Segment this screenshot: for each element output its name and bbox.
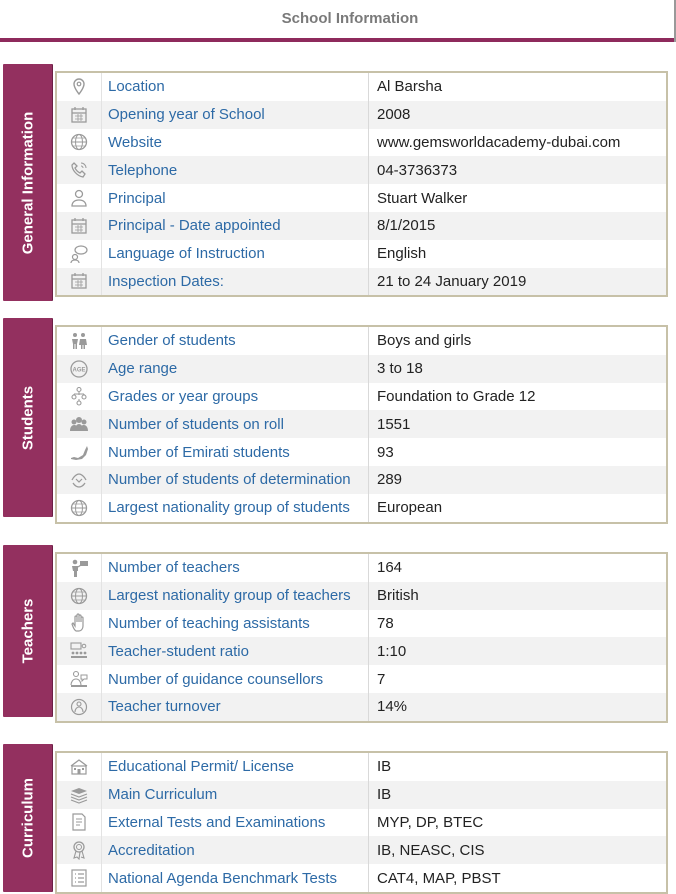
row-label: Language of Instruction (102, 240, 369, 268)
uae-map-icon (57, 438, 102, 466)
row-value: European (377, 499, 443, 517)
row-label: Principal - Date appointed (102, 212, 369, 240)
row-label: Accreditation (102, 836, 369, 864)
document-icon (57, 809, 102, 837)
section-title: Students (19, 385, 36, 450)
person-icon (57, 184, 102, 212)
table-row (57, 129, 666, 157)
section-tab (3, 744, 52, 892)
row-value: 04-3736373 (377, 161, 458, 179)
table-row (57, 268, 666, 296)
section-tab (3, 318, 52, 517)
row-value: Al Barsha (377, 78, 443, 96)
row-value: 7 (377, 670, 386, 688)
table-row (57, 610, 666, 638)
info-table (55, 552, 668, 723)
row-value: 14% (377, 698, 408, 716)
row-value: 78 (377, 614, 394, 632)
row-label: Telephone (102, 156, 369, 184)
calendar-icon (57, 268, 102, 296)
row-value: 164 (377, 559, 403, 577)
row-value: Foundation to Grade 12 (377, 387, 536, 405)
row-label: Largest nationality group of students (102, 494, 369, 522)
row-label: Number of guidance counsellors (102, 665, 369, 693)
globe-icon (57, 582, 102, 610)
row-value: www.gemsworldacademy-dubai.com (377, 133, 621, 151)
row-value: 3 to 18 (377, 360, 423, 378)
row-value: 1:10 (377, 642, 407, 660)
school-building-icon (57, 753, 102, 781)
table-row (57, 665, 666, 693)
table-row (57, 101, 666, 129)
classroom-icon (57, 637, 102, 665)
table-row (57, 383, 666, 411)
row-value: CAT4, MAP, PBST (377, 869, 501, 887)
section-title: Curriculum (19, 777, 36, 859)
table-row (57, 637, 666, 665)
row-value: 8/1/2015 (377, 217, 436, 235)
hierarchy-icon (57, 383, 102, 411)
table-row (57, 494, 666, 522)
table-row (57, 466, 666, 494)
row-value: IB, NEASC, CIS (377, 841, 485, 859)
speech-icon (57, 240, 102, 268)
row-value: 2008 (377, 106, 411, 124)
row-label: Teacher turnover (102, 693, 369, 721)
books-icon (57, 781, 102, 809)
table-row (57, 781, 666, 809)
section-title: Teachers (19, 598, 36, 664)
section-tab (3, 545, 52, 717)
row-label: Teacher-student ratio (102, 637, 369, 665)
table-row (57, 240, 666, 268)
teacher-icon (57, 554, 102, 582)
title-divider (0, 38, 676, 42)
row-value: IB (377, 758, 392, 776)
row-value: British (377, 587, 419, 605)
calendar-icon (57, 101, 102, 129)
info-table (55, 71, 668, 297)
row-value: 21 to 24 January 2019 (377, 272, 527, 290)
table-row (57, 212, 666, 240)
globe-icon (57, 494, 102, 522)
row-label: External Tests and Examinations (102, 809, 369, 837)
table-row (57, 693, 666, 721)
checklist-icon (57, 864, 102, 892)
row-label: Website (102, 129, 369, 157)
table-row (57, 355, 666, 383)
row-label: Educational Permit/ License (102, 753, 369, 781)
row-value: Boys and girls (377, 332, 472, 350)
section-title: General Information (19, 111, 36, 254)
table-row (57, 184, 666, 212)
table-row (57, 438, 666, 466)
table-row (57, 156, 666, 184)
row-label: Number of Emirati students (102, 438, 369, 466)
table-row (57, 327, 666, 355)
age-icon (57, 355, 102, 383)
hands-icon (57, 466, 102, 494)
table-row (57, 836, 666, 864)
table-row (57, 410, 666, 438)
row-value: IB (377, 786, 392, 804)
table-row (57, 73, 666, 101)
row-label: Grades or year groups (102, 383, 369, 411)
row-label: Age range (102, 355, 369, 383)
row-label: Inspection Dates: (102, 268, 369, 296)
row-label: Number of teaching assistants (102, 610, 369, 638)
row-value: English (377, 245, 427, 263)
hand-icon (57, 610, 102, 638)
row-value: MYP, DP, BTEC (377, 813, 484, 831)
row-label: Gender of students (102, 327, 369, 355)
table-row (57, 809, 666, 837)
row-label: Number of teachers (102, 554, 369, 582)
globe-icon (57, 129, 102, 157)
table-row (57, 554, 666, 582)
row-value: 1551 (377, 415, 411, 433)
row-label: Main Curriculum (102, 781, 369, 809)
group-icon (57, 410, 102, 438)
svg-text:AGE: AGE (72, 367, 86, 374)
row-label: Number of students on roll (102, 410, 369, 438)
table-row (57, 582, 666, 610)
counsellor-icon (57, 665, 102, 693)
turnover-icon (57, 693, 102, 721)
row-value: 93 (377, 443, 394, 461)
table-row (57, 864, 666, 892)
row-label: Principal (102, 184, 369, 212)
info-table (55, 751, 668, 894)
page-title: School Information (281, 10, 419, 27)
row-label: Largest nationality group of teachers (102, 582, 369, 610)
section-tab (3, 64, 52, 301)
row-value: 289 (377, 471, 403, 489)
gender-icon (57, 327, 102, 355)
info-table (55, 325, 668, 524)
row-label: Opening year of School (102, 101, 369, 129)
row-label: National Agenda Benchmark Tests (102, 864, 369, 892)
award-icon (57, 836, 102, 864)
calendar-icon (57, 212, 102, 240)
phone-icon (57, 156, 102, 184)
location-pin-icon (57, 73, 102, 101)
table-row (57, 753, 666, 781)
row-label: Location (102, 73, 369, 101)
row-value: Stuart Walker (377, 189, 468, 207)
row-label: Number of students of determination (102, 466, 369, 494)
